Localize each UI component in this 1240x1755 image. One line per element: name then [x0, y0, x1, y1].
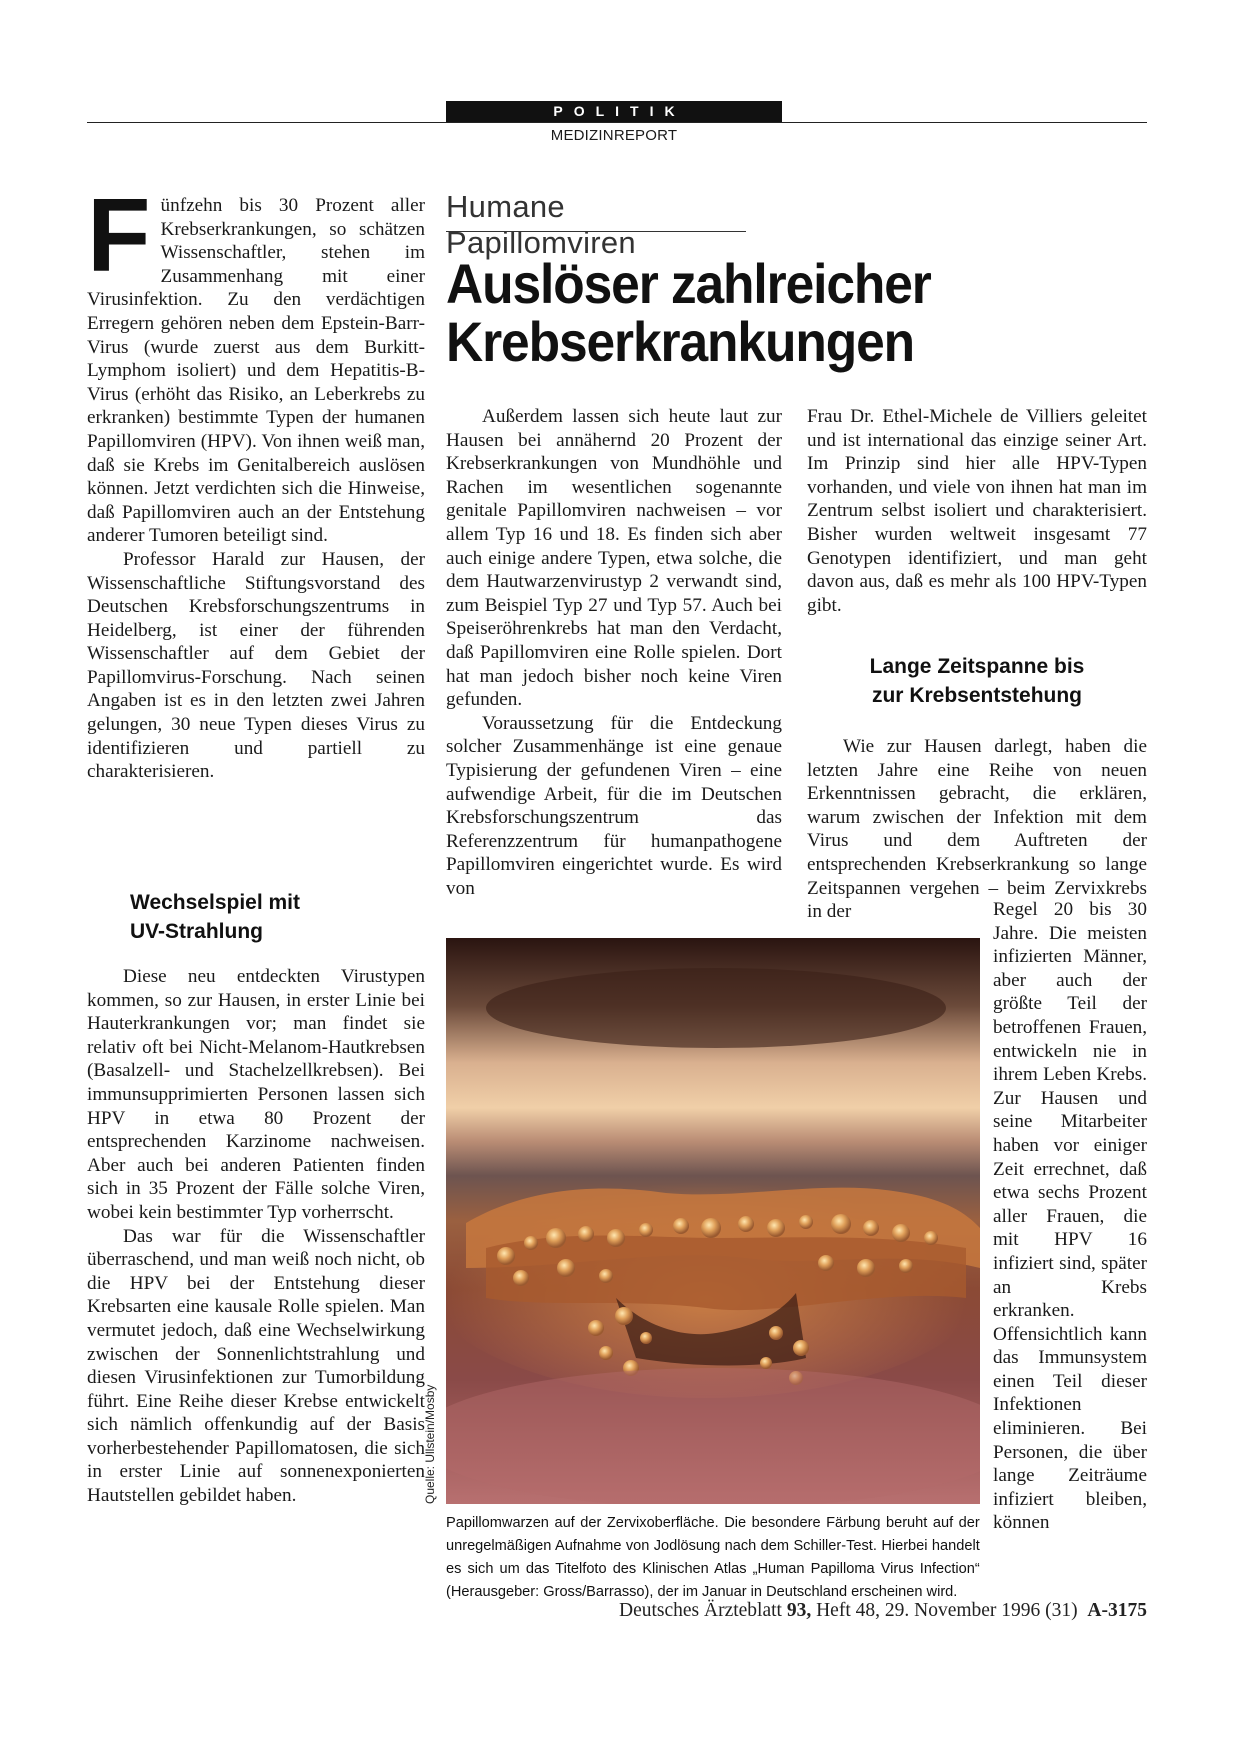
- cervix-photo-image: [446, 938, 980, 1504]
- cervix-photo: [446, 938, 980, 1504]
- column-3-middle: [807, 735, 1147, 924]
- page-number: A-3175: [1087, 1600, 1147, 1621]
- photo-credit: Quelle: Ullstein/Mosby: [423, 1384, 437, 1504]
- paragraph: Wie zur Hausen darlegt, haben die letzten Jahre eine Reihe von neuen Erkenntnissen gebracht, die erklären, warum zwischen der Infektion mit dem Virus und dem Auftreten der entsprechenden Krebserkrankung so lange Zeitspannen vergehen – beim Zervixkrebs in der: [807, 736, 1147, 923]
- paragraph: Außerdem lassen sich heute laut zur Hausen bei annähernd 20 Prozent der Krebserkrankungen von Mundhöhle und Rachen im wesentlichen sogenannte genitale Papillomviren nachweisen – vor allem Typ 16 und 18. Es finden sich aber auch einige andere Typen, etwa solche, die dem Hautwarzenvirustyp 2 verwandt sind, zum Beispiel Typ 27 und Typ 57. Auch bei Speiseröhrenkrebs hat man den Verdacht, daß Papillomviren eine Rolle spielen. Dort hat man jedoch bisher noch keine Viren gefunden.: [446, 406, 782, 711]
- kicker-rule: [446, 231, 746, 232]
- paragraph: Das war für die Wissenschaftler überraschend, und man weiß noch nicht, ob die HPV bei der Entstehung dieser Krebsarten eine kausale Rolle spielen. Man vermutet jedoch, daß eine Wechselwirkung zwischen der Sonnenlichtstrahlung und diesen Virusinfektionen zur Tumorbildung führt. Eine Reihe dieser Krebse entwickelt sich nämlich offenkundig auf der Basis vorherbestehender Papillomatosen, die sich in erster Linie auf sonnenexponierten Hautstellen gebildet haben.: [87, 1225, 425, 1507]
- lead-paragraph: [87, 178, 425, 548]
- article-headline: [446, 252, 1090, 373]
- section-label: POLITIK: [446, 101, 782, 122]
- page-footer: [560, 1600, 1147, 1622]
- subsection-label: MEDIZINREPORT: [550, 127, 678, 144]
- drop-cap: F: [87, 178, 151, 294]
- photo-caption: Papillomwarzen auf der Zervixoberfläche. Die besondere Färbung beruht auf der unregelmäßigen Aufnahme von Jodlösung nach dem Schiller-Test. Hierbei handelt es sich um das Titelfoto des Klinischen Atlas „Human Papilloma Virus Infection“ (Herausgeber: Gross/Barrasso), der im Januar in Deutschland erscheinen wird.: [446, 1514, 980, 1600]
- paragraph: Voraussetzung für die Entdeckung solcher Zusammenhänge ist eine genaue Typisierung der gefundenen Viren – eine aufwendige Arbeit, für die im Deutschen Krebsforschungszentrum das Referenzzentrum für humanpathogene Papillomviren eingerichtet wurde. Es wird von: [446, 712, 782, 899]
- issue-info: Heft 48, 29. November 1996 (31): [816, 1600, 1078, 1621]
- headline-line: Auslöser zahlreicher: [446, 252, 931, 315]
- column-2: [446, 405, 782, 900]
- headline-line: Krebserkrankungen: [446, 310, 914, 373]
- column-1-top: [87, 178, 425, 784]
- volume-number: 93,: [786, 1600, 812, 1621]
- subheading-line: Lange Zeitspanne bis: [869, 655, 1085, 678]
- article-kicker: Humane Papillomviren: [446, 189, 636, 260]
- lead-paragraph-text: ünfzehn bis 30 Prozent aller Krebserkrankungen, so schätzen Wissenschaftler, stehen im Zusammenhang mit einer Virusinfektion. Zu den verdächtigen Erregern gehören neben dem Epstein-Barr-Virus (wurde zuerst aus dem Burkitt-Lymphom isoliert) und dem Hepatitis-B-Virus (erhöht das Risiko, an Leberkrebs zu erkranken) bestimmte Typen der humanen Papillomviren (HPV). Von ihnen weiß man, daß sie Krebs im Genitalbereich auslösen können. Jetzt verdichten sich die Hinweise, daß Papillomviren auch an der Entstehung anderer Tumoren beteiligt sind.: [87, 195, 425, 547]
- column-3-narrow: [993, 898, 1147, 1535]
- subheading-zeitspanne: [807, 652, 1147, 710]
- column-3-top: [807, 405, 1147, 617]
- header-rule: [87, 122, 1147, 123]
- paragraph: Professor Harald zur Hausen, der Wissenschaftliche Stiftungsvorstand des Deutschen Krebsforschungszentrums in Heidelberg, ist einer der führenden Wissenschaftler auf dem Gebiet der Papillomvirus-Forschung. Nach seinen Angaben ist es in den letzten zwei Jahren gelungen, 30 neue Typen dieses Virus zu identifizieren und partiell zu charakterisieren.: [87, 548, 425, 783]
- subheading-line: Wechselspiel mit: [130, 891, 301, 914]
- subheading-uv: [130, 888, 410, 946]
- paragraph: Diese neu entdeckten Virustypen kommen, so zur Hausen, in erster Linie bei Hauterkrankungen vor; man findet sie relativ oft bei Nicht-Melanom-Hautkrebsen (Basalzell- und Stachelzellkrebsen). Bei immunsupprimierten Personen lassen sich HPV in etwa 80 Prozent der entsprechenden Karzinome nachweisen. Aber auch bei anderen Patienten finden sich in 35 Prozent der Fälle solche Viren, wobei kein bestimmter Typ vorherrscht.: [87, 966, 425, 1223]
- journal-name: Deutsches Ärzteblatt: [618, 1600, 782, 1621]
- paragraph: Frau Dr. Ethel-Michele de Villiers geleitet und ist international das einzige seiner Art. Im Prinzip sind hier alle HPV-Typen vorhanden, und viele von ihnen hat man im Zentrum selbst isoliert und charakterisiert. Bisher wurden weltweit insgesamt 77 Genotypen identifiziert, und man geht davon aus, daß es mehr als 100 HPV-Typen gibt.: [807, 406, 1147, 616]
- subheading-line: zur Krebsentstehung: [871, 684, 1083, 707]
- paragraph: Regel 20 bis 30 Jahre. Die meisten infizierten Männer, aber auch der größte Teil der betroffenen Frauen, entwickeln nie in ihrem Leben Krebs. Zur Hausen und seine Mitarbeiter haben vor einiger Zeit errechnet, daß etwa sechs Prozent aller Frauen, die mit HPV 16 infiziert sind, später an Krebs erkranken. Offensichtlich kann das Immunsystem einen Teil dieser Infektionen eliminieren. Bei Personen, die über lange Zeiträume infiziert bleiben, können: [993, 899, 1147, 1534]
- subheading-line: UV-Strahlung: [130, 920, 264, 943]
- column-1-bottom: [87, 965, 425, 1508]
